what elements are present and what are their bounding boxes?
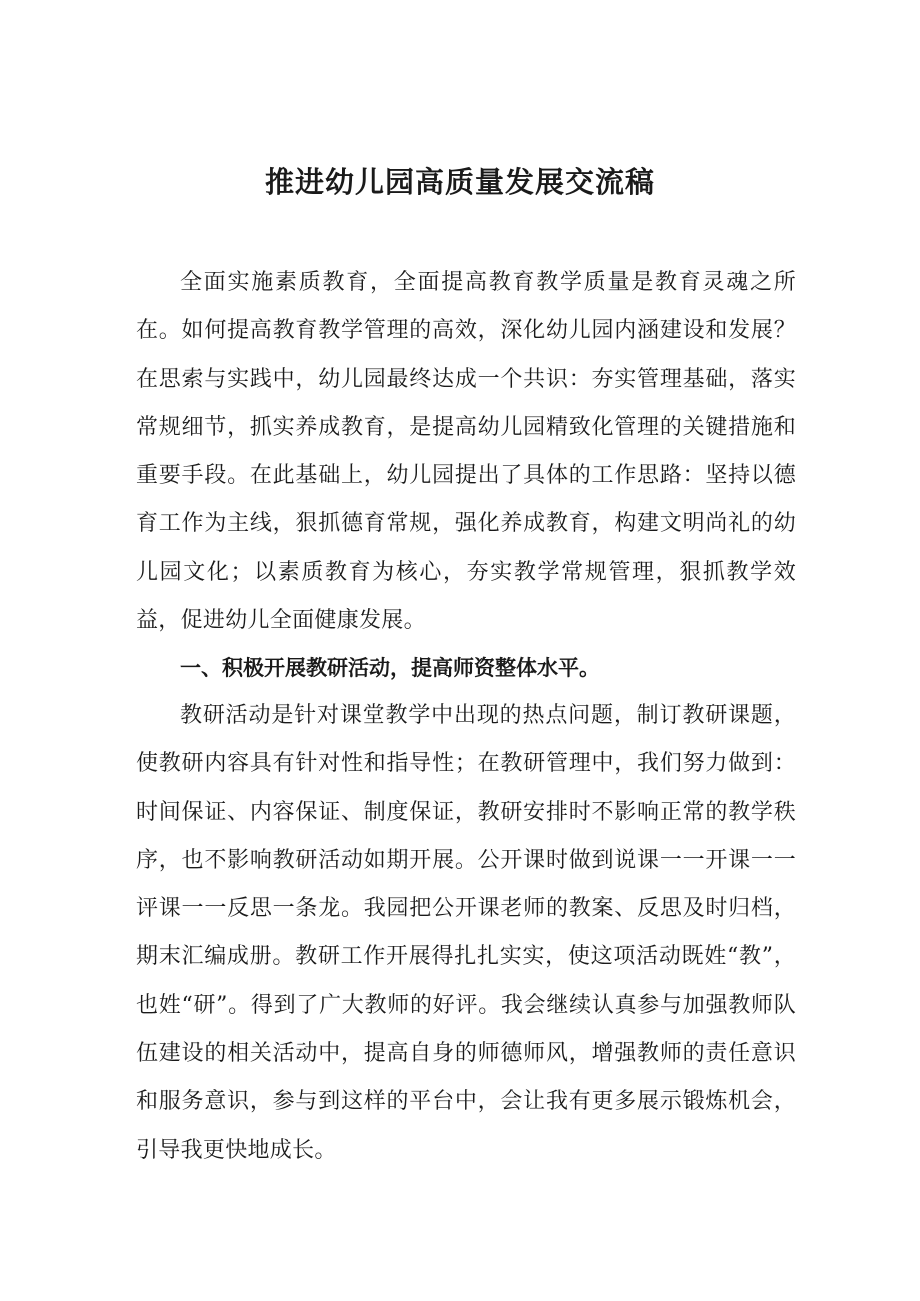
intro-paragraph: 全面实施素质教育，全面提高教育教学质量是教育灵魂之所在。如何提高教育教学管理的高效，深化幼儿园内涵建设和发展？在思索与实践中，幼儿园最终达成一个共识：夯实管理基础，落实常规细节，抓实养成教育，是提高幼儿园精致化管理的关键措施和重要手段。在此基础上，幼儿园提出了具体的工作思路：坚持以德育工作为主线，狠抓德育常规，强化养成教育，构建文明尚礼的幼儿园文化；以素质教育为核心，夯实教学常规管理，狠抓教学效益，促进幼儿全面健康发展。	[136, 270, 796, 634]
section-1-paragraph: 教研活动是针对课堂教学中出现的热点问题，制订教研课题，使教研内容具有针对性和指导性；在教研管理中，我们努力做到：时间保证、内容保证、制度保证，教研安排时不影响正常的教学秩序，也不影响教研活动如期开展。公开课时做到说课一一开课一一评课一一反思一条龙。我园把公开课老师的教案、反思及时归档，期末汇编成册。教研工作开展得扎扎实实，使这项活动既姓“教”，也姓“研”。得到了广大教师的好评。我会继续认真参与加强教师队伍建设的相关活动中，提高自身的师德师风，增强教师的责任意识和服务意识，参与到这样的平台中，会让我有更多展示锻炼机会，引导我更快地成长。	[136, 703, 796, 1163]
section-heading-1: 一、积极开展教研活动，提高师资整体水平。	[180, 656, 600, 680]
document-title: 推进幼儿园高质量发展交流稿	[264, 165, 655, 199]
